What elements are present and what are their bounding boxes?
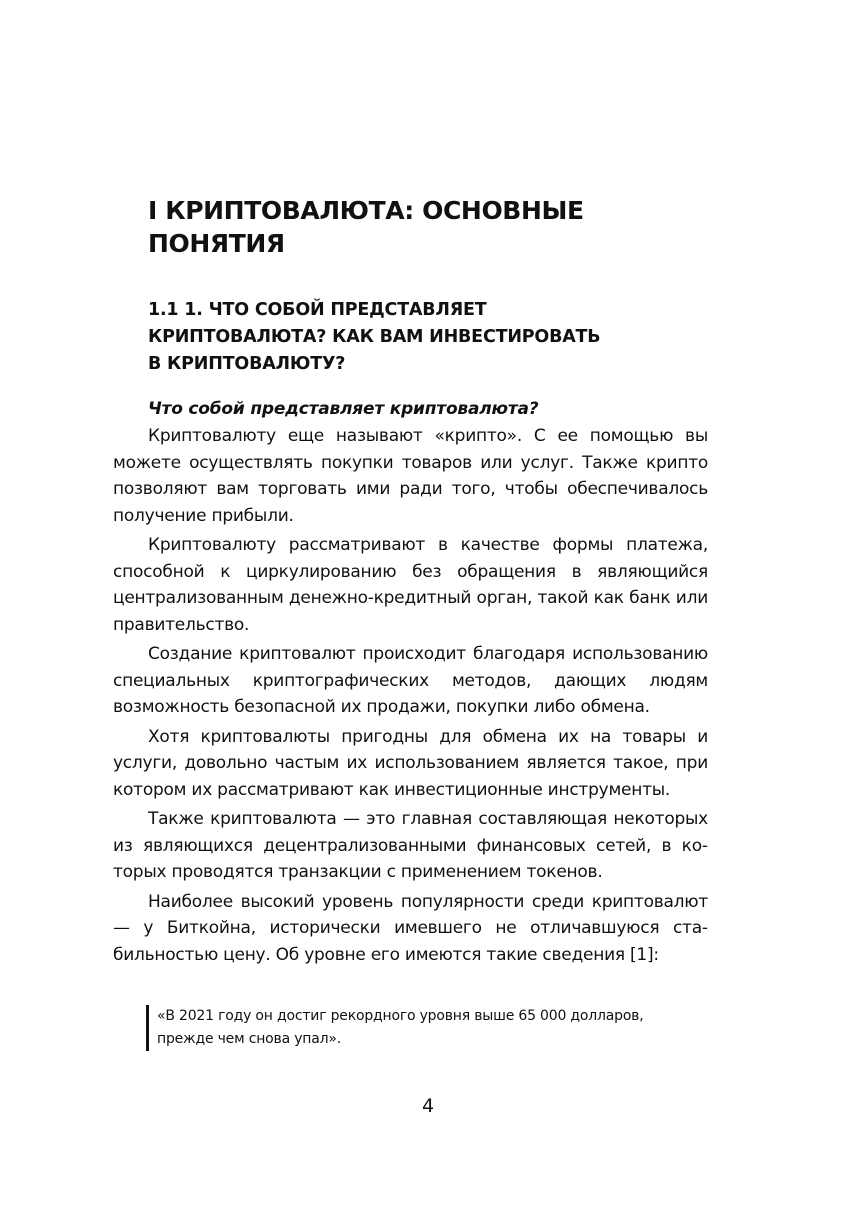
section-title-line-3: В КРИПТОВАЛЮТУ? (148, 354, 346, 374)
subheading: Что собой представляет криптовалюта? (148, 399, 539, 419)
paragraph-4: Хотя криптовалюты пригодны для обмена их на товары и услуги, довольно частым их использованием является такое, при котором их рассматривают как инвестиционные инструменты. (113, 726, 708, 800)
paragraph-3: Создание криптовалют происходит благодаря использованию специальных криптографических методов, дающих людям возможность безопасной их продажи, покупки либо обмена. (113, 644, 708, 717)
chapter-title-line-1: I КРИПТОВАЛЮТА: ОСНОВНЫЕ (148, 196, 584, 225)
page-number: 4 (421, 1095, 435, 1117)
section-title (148, 297, 628, 378)
quote-line-1: «В 2021 году он достиг рекордного уровня выше 65 000 долларов, (157, 1008, 644, 1024)
body-text (113, 396, 708, 971)
quote-line-2: прежде чем снова упал». (157, 1031, 341, 1047)
section-title-line-2: КРИПТОВАЛЮТА? КАК ВАМ ИНВЕСТИРОВАТЬ (148, 327, 601, 347)
paragraph-2: Криптовалюту рассматривают в качестве формы платежа, способной к циркулированию без обращения в являющийся централизованным денежно-кредитный орган, такой как банк или правительство. (113, 535, 708, 635)
chapter-title (148, 194, 688, 260)
section-title-line-1: 1.1 1. ЧТО СОБОЙ ПРЕДСТАВЛЯЕТ (148, 300, 487, 320)
paragraph-6: Наиболее высокий уровень популярности среди криптовалют — у Биткойна, исторически имевшего не отличавшуюся стабильностью цену. Об уровне его имеются такие сведения [1]: (113, 891, 708, 965)
blockquote (146, 1005, 697, 1051)
paragraph-1: Криптовалюту еще называют «крипто». С ее помощью вы можете осуществлять покупки товаров или услуг. Также крипто позволяют вам торговать ими ради того, чтобы обеспечивалось получение прибыли. (113, 426, 708, 526)
paragraph-5: Также криптовалюта — это главная составляющая некоторых из являющихся децентрализованными финансовых сетей, в которых проводятся транзакции с применением токенов. (113, 809, 708, 882)
chapter-title-line-2: ПОНЯТИЯ (148, 229, 285, 258)
